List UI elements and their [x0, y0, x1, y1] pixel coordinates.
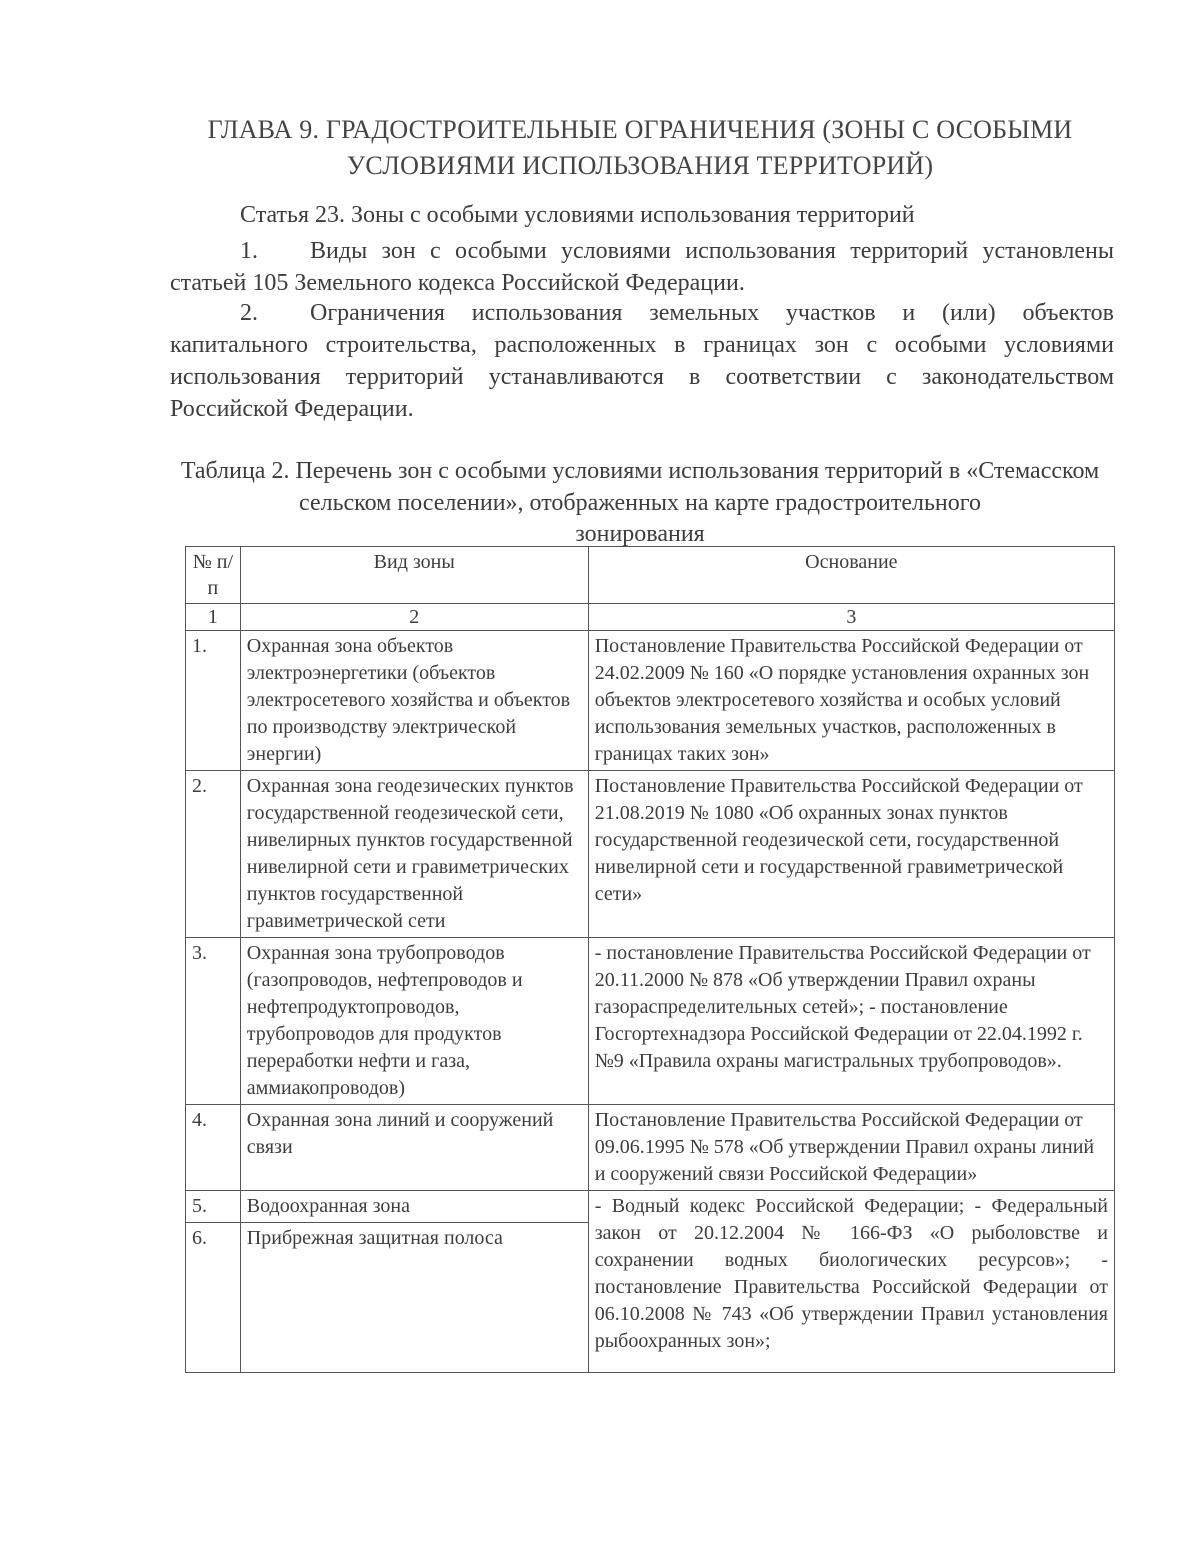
index-cell: 1 — [186, 604, 241, 631]
item-number: 1. — [240, 238, 258, 264]
item-text: Виды зон с особыми условиями использования территорий установлены статьей 105 Земельного кодекса Российской Федерации. — [170, 238, 1114, 296]
row-zone: Водоохранная зона — [240, 1191, 588, 1223]
article-item-1 — [170, 235, 1114, 299]
table-row — [186, 771, 1115, 938]
table-index-row — [186, 604, 1115, 631]
row-num: 2. — [186, 771, 241, 938]
table-row — [186, 1105, 1115, 1191]
article-title: Статья 23. Зоны с особыми условиями использования территорий — [240, 202, 915, 228]
table-row — [186, 938, 1115, 1105]
article-item-2 — [170, 297, 1114, 425]
row-zone: Охранная зона трубопроводов (газопроводов, нефтепроводов и нефтепродуктопроводов, трубопроводов для продуктов переработки нефти и газа, аммиакопроводов) — [240, 938, 588, 1105]
index-cell: 3 — [588, 604, 1114, 631]
row-zone: Охранная зона объектов электроэнергетики (объектов электросетевого хозяйства и объектов по производству электрической энергии) — [240, 631, 588, 771]
row-num: 4. — [186, 1105, 241, 1191]
row-basis-shared: - Водный кодекс Российской Федерации; - Федеральный закон от 20.12.2004 № 166-ФЗ «О рыболовстве и сохранении водных биологических ресурсов»; - постановление Правительства Российской Федерации от 06.10.2008 № 743 «Об утверждении Правил установления рыбоохранных зон»; — [588, 1191, 1114, 1373]
row-zone: Охранная зона линий и сооружений связи — [240, 1105, 588, 1191]
header-zone: Вид зоны — [240, 547, 588, 604]
row-num: 6. — [186, 1223, 241, 1373]
row-basis: - постановление Правительства Российской Федерации от 20.11.2000 № 878 «Об утверждении Правил охраны газораспределительных сетей»; - постановление Госгортехнадзора Российской Федерации от 22.04.1992 г. №9 «Правила охраны магистральных трубопроводов». — [588, 938, 1114, 1105]
table-row — [186, 631, 1115, 771]
header-basis: Основание — [588, 547, 1114, 604]
index-cell: 2 — [240, 604, 588, 631]
table-caption: Таблица 2. Перечень зон с особыми условиями использования территорий в «Стемасском сельском поселении», отображенных на карте градостроительного — [180, 458, 1100, 516]
item-number: 2. — [240, 300, 258, 326]
table-row — [186, 1191, 1115, 1223]
item-text: Ограничения использования земельных участков и (или) объектов капитального строительства, расположенных в границах зон с особыми условиями использования территорий устанавливаются в соответствии с законодательством Российской Федерации. — [170, 300, 1114, 422]
row-basis: Постановление Правительства Российской Федерации от 09.06.1995 № 578 «Об утверждении Правил охраны линий и сооружений связи Российской Федерации» — [588, 1105, 1114, 1191]
row-zone: Охранная зона геодезических пунктов государственной геодезической сети, нивелирных пунктов государственной нивелирной сети и гравиметрических пунктов государственной гравиметрической сети — [240, 771, 588, 938]
row-zone: Прибрежная защитная полоса — [240, 1223, 588, 1373]
row-basis: Постановление Правительства Российской Федерации от 21.08.2019 № 1080 «Об охранных зонах пунктов государственной геодезической сети, государственной нивелирной сети и государственной гравиметрической сети» — [588, 771, 1114, 938]
row-num: 5. — [186, 1191, 241, 1223]
header-num: № п/п — [186, 547, 241, 604]
row-basis: Постановление Правительства Российской Федерации от 24.02.2009 № 160 «О порядке установления охранных зон объектов электросетевого хозяйства и особых условий использования земельных участков, расположенных в границах таких зон» — [588, 631, 1114, 771]
zones-table — [185, 546, 1115, 1373]
row-num: 1. — [186, 631, 241, 771]
row-num: 3. — [186, 938, 241, 1105]
table-header-row — [186, 547, 1115, 604]
table-caption-tail: зонирования — [575, 521, 705, 547]
chapter-title: ГЛАВА 9. ГРАДОСТРОИТЕЛЬНЫЕ ОГРАНИЧЕНИЯ (ЗОНЫ С ОСОБЫМИ УСЛОВИЯМИ ИСПОЛЬЗОВАНИЯ ТЕРРИТОРИЙ) — [207, 115, 1073, 180]
